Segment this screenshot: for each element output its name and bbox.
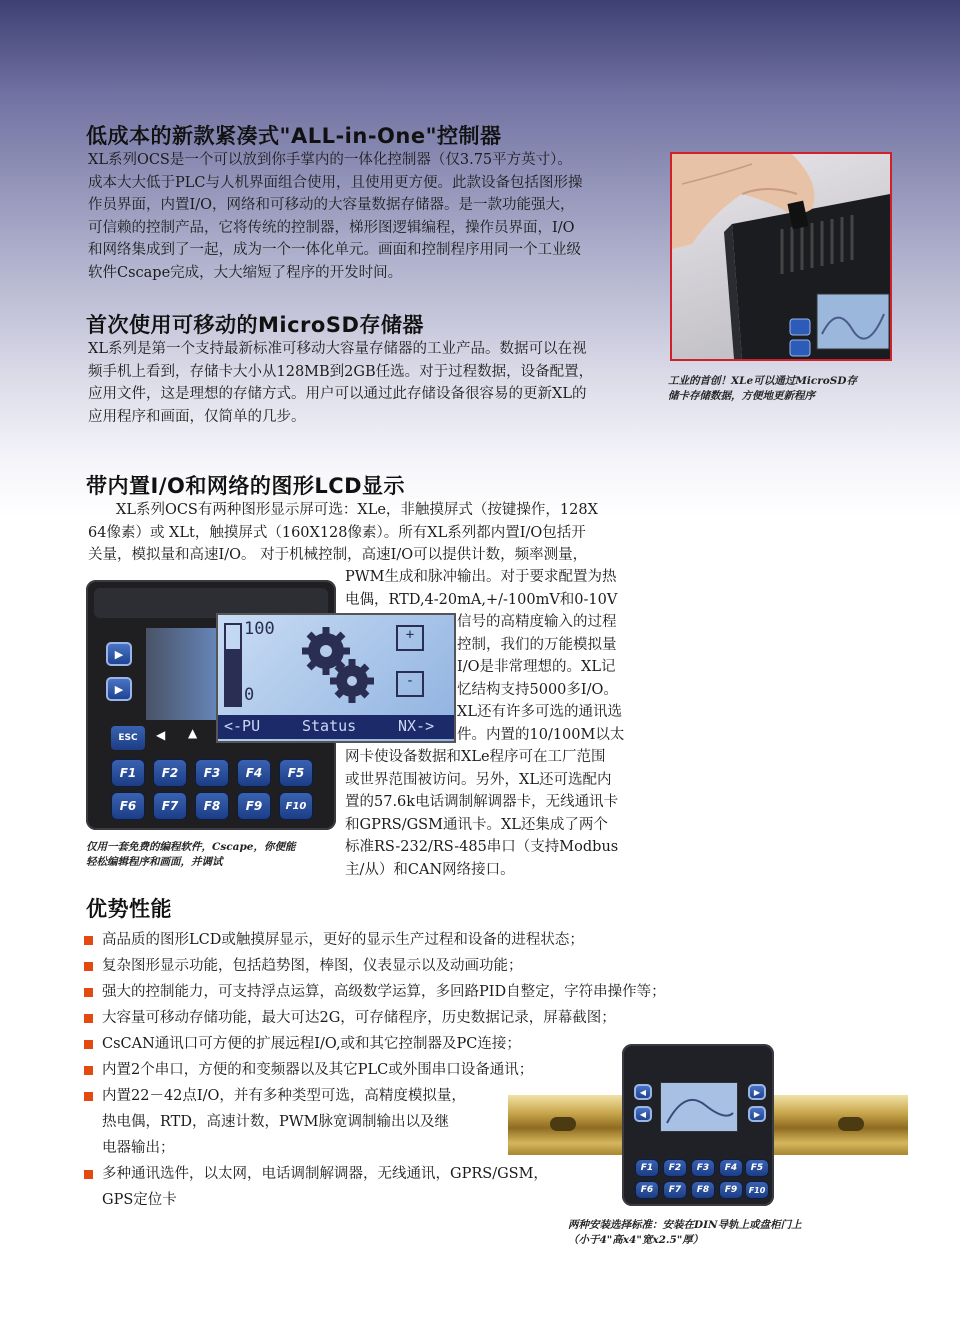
din-f1-key[interactable]: F1 xyxy=(636,1160,658,1176)
lcd-prev-label[interactable]: <-PU xyxy=(224,717,261,735)
lcd-status-label[interactable]: Status xyxy=(302,717,357,735)
lcd-bar-min: 0 xyxy=(244,685,255,705)
photo-caption xyxy=(668,374,898,404)
section4-title: 优势性能 xyxy=(86,897,172,921)
caption-line: 轻松编辑程序和画面，并调试 xyxy=(86,856,223,868)
feature-item: 强大的控制能力，可支持浮点运算，高级数学运算，多回路PID自整定，字符串操作等； xyxy=(84,979,784,1005)
text-line: 应用程序和画面，仅简单的几步。 xyxy=(88,408,306,425)
rail-slot xyxy=(838,1117,864,1131)
enlarged-lcd xyxy=(216,613,456,743)
f2-key[interactable]: F2 xyxy=(154,760,186,786)
section3-body-full xyxy=(88,499,640,567)
text-line: 多种通讯选件，以太网，电话调制解调器，无线通讯，GPRS/GSM， xyxy=(102,1166,548,1182)
lcd-bar-max: 100 xyxy=(244,619,275,639)
din-f5-key[interactable]: F5 xyxy=(746,1160,768,1176)
text-line: 控制，我们的万能模拟量 xyxy=(457,636,617,653)
din-f6-key[interactable]: F6 xyxy=(636,1182,658,1198)
text-line: I/O是非常理想的。XL记 xyxy=(457,659,616,675)
caption-line: 储卡存储数据，方便地更新程序 xyxy=(668,390,815,402)
text-line: 软件Cscape完成，大大缩短了程序的开发时间。 xyxy=(88,264,403,281)
f9-key[interactable]: F9 xyxy=(238,793,270,819)
caption-line: 仅用一套免费的编程软件，Cscape，你便能 xyxy=(86,841,296,853)
feature-item: 内置2个串口，方便的和变频器以及其它PLC或外围串口设备通讯； xyxy=(84,1057,784,1083)
text-line: 置的57.6k电话调制解调器卡，无线通讯卡 xyxy=(345,794,619,810)
f10-key[interactable]: F10 xyxy=(280,793,312,819)
microsd-photo-illustration xyxy=(672,154,890,359)
din-left-button-1[interactable]: ◀ xyxy=(634,1084,652,1100)
text-line: 应用文件，这是理想的存储方式。用户可以通过此存储设备很容易的更新XL的 xyxy=(88,386,587,402)
din-f2-key[interactable]: F2 xyxy=(664,1160,686,1176)
trend-graph-icon xyxy=(661,1083,737,1131)
caption-line: 两种安装选择标准：安装在DIN导轨上或盘柜门上 xyxy=(568,1219,802,1231)
f4-key[interactable]: F4 xyxy=(238,760,270,786)
f1-key[interactable]: F1 xyxy=(112,760,144,786)
din-mounted-controller xyxy=(622,1044,774,1206)
din-right-button-1[interactable]: ▶ xyxy=(748,1084,766,1100)
f6-key[interactable]: F6 xyxy=(112,793,144,819)
left-arrow-button-1[interactable]: ▶ xyxy=(106,642,132,666)
text-line: 信号的高精度输入的过程 xyxy=(457,614,617,630)
device-caption xyxy=(86,840,336,870)
nav-left-icon: ◀ xyxy=(156,728,166,742)
text-line: 网卡使设备数据和XLe程序可在工厂范围 xyxy=(345,749,606,765)
section2-title: 首次使用可移动的MicroSD存储器 xyxy=(86,313,424,337)
text-line: 内置22－42点I/O，并有多种类型可选，高精度模拟量， xyxy=(102,1088,466,1104)
text-line: 关量，模拟量和高速I/O。 对于机械控制，高速I/O可以提供计数，频率测量， xyxy=(88,547,588,563)
section3-body-narrow xyxy=(457,611,640,746)
text-line: 和GPRS/GSM通讯卡。XL还集成了两个 xyxy=(345,816,608,833)
feature-item: 高品质的图形LCD或触摸屏显示，更好的显示生产过程和设备的进程状态； xyxy=(84,927,784,953)
text-line: 电偶，RTD,4-20mA,+/-100mV和0-10V xyxy=(345,591,618,608)
din-f4-key[interactable]: F4 xyxy=(720,1160,742,1176)
lcd-zoom-projection xyxy=(146,628,218,720)
din-screen xyxy=(660,1082,738,1132)
text-line: XL还有许多可选的通讯选 xyxy=(457,704,622,720)
gears-icon xyxy=(294,623,384,709)
din-f9-key[interactable]: F9 xyxy=(720,1182,742,1198)
text-line: 电器输出； xyxy=(102,1140,175,1156)
din-left-button-2[interactable]: ◀ xyxy=(634,1106,652,1122)
rail-slot xyxy=(550,1117,576,1131)
section1-title: 低成本的新款紧凑式"ALL-in-One"控制器 xyxy=(86,124,502,148)
text-line: 忆结构支持5000多I/O。 xyxy=(457,681,618,698)
lcd-next-label[interactable]: NX-> xyxy=(398,717,435,735)
text-line: GPS定位卡 xyxy=(102,1192,177,1208)
caption-line: 工业的首创！XLe可以通过MicroSD存 xyxy=(668,375,857,387)
din-f8-key[interactable]: F8 xyxy=(692,1182,714,1198)
section2-body xyxy=(88,338,638,428)
lcd-bar-fill xyxy=(226,649,240,705)
text-line: XL系列OCS有两种图形显示屏可选：XLe，非触摸屏式（按键操作，128X xyxy=(116,502,598,518)
microsd-photo xyxy=(670,152,892,361)
text-line: PWM生成和脉冲输出。对于要求配置为热 xyxy=(345,569,617,585)
feature-item: 复杂图形显示功能，包括趋势图，棒图，仪表显示以及动画功能； xyxy=(84,953,784,979)
f8-key[interactable]: F8 xyxy=(196,793,228,819)
f7-key[interactable]: F7 xyxy=(154,793,186,819)
section3-body-tail xyxy=(345,746,640,881)
left-arrow-button-2[interactable]: ▶ xyxy=(106,677,132,701)
lcd-plus-button[interactable]: + xyxy=(396,625,424,651)
caption-line: （小于4"高x4"宽x2.5"厚） xyxy=(568,1234,704,1246)
text-line: 频手机上看到，存储卡大小从128MB到2GB任选。对于过程数据，设备配置， xyxy=(88,363,594,380)
text-line: XL系列是第一个支持最新标准可移动大容量存储器的工业产品。数据可以在视 xyxy=(88,341,587,357)
text-line: 成本大大低于PLC与人机界面组合使用，且使用更方便。此款设备包括图形操 xyxy=(88,174,583,191)
din-f10-key[interactable]: F10 xyxy=(746,1182,768,1198)
nav-up-icon: ▲ xyxy=(188,726,198,740)
section3-body-mid xyxy=(345,566,640,611)
feature-item: CsCAN通讯口可方便的扩展远程I/O,或和其它控制器及PC连接； xyxy=(84,1031,784,1057)
section1-body xyxy=(88,149,638,284)
text-line: 64像素）或 XLt，触摸屏式（160X128像素）。所有XL系列都内置I/O包括开 xyxy=(88,524,586,541)
text-line: 热电偶，RTD，高速计数，PWM脉宽调制输出以及继 xyxy=(102,1114,449,1130)
text-line: 标准RS-232/RS-485串口（支持Modbus xyxy=(345,839,619,855)
din-f3-key[interactable]: F3 xyxy=(692,1160,714,1176)
esc-key[interactable]: ESC xyxy=(111,726,145,750)
text-line: 作员界面，内置I/O，网络和可移动的大容量数据存储器。是一款功能强大， xyxy=(88,197,575,213)
feature-item: 大容量可移动存储功能，最大可达2G，可存储程序，历史数据记录，屏幕截图； xyxy=(84,1005,784,1031)
f3-key[interactable]: F3 xyxy=(196,760,228,786)
lcd-minus-button[interactable]: - xyxy=(396,671,424,697)
din-f7-key[interactable]: F7 xyxy=(664,1182,686,1198)
text-line: 或世界范围被访问。另外，XL还可选配内 xyxy=(345,771,612,788)
section3-title: 带内置I/O和网络的图形LCD显示 xyxy=(86,474,406,498)
text-line: 主/从）和CAN网络接口。 xyxy=(345,861,515,878)
f5-key[interactable]: F5 xyxy=(280,760,312,786)
text-line: 可信赖的控制产品，它将传统的控制器，梯形图逻辑编程，操作员界面，I/O xyxy=(88,219,575,236)
text-line: 件。内置的10/100M以太 xyxy=(457,726,625,743)
text-line: XL系列OCS是一个可以放到你手掌内的一体化控制器（仅3.75平方英寸）。 xyxy=(88,152,572,168)
din-right-button-2[interactable]: ▶ xyxy=(748,1106,766,1122)
text-line: 和网络集成到了一起，成为一个一体化单元。画面和控制程序用同一个工业级 xyxy=(88,242,581,258)
din-caption xyxy=(568,1218,898,1248)
